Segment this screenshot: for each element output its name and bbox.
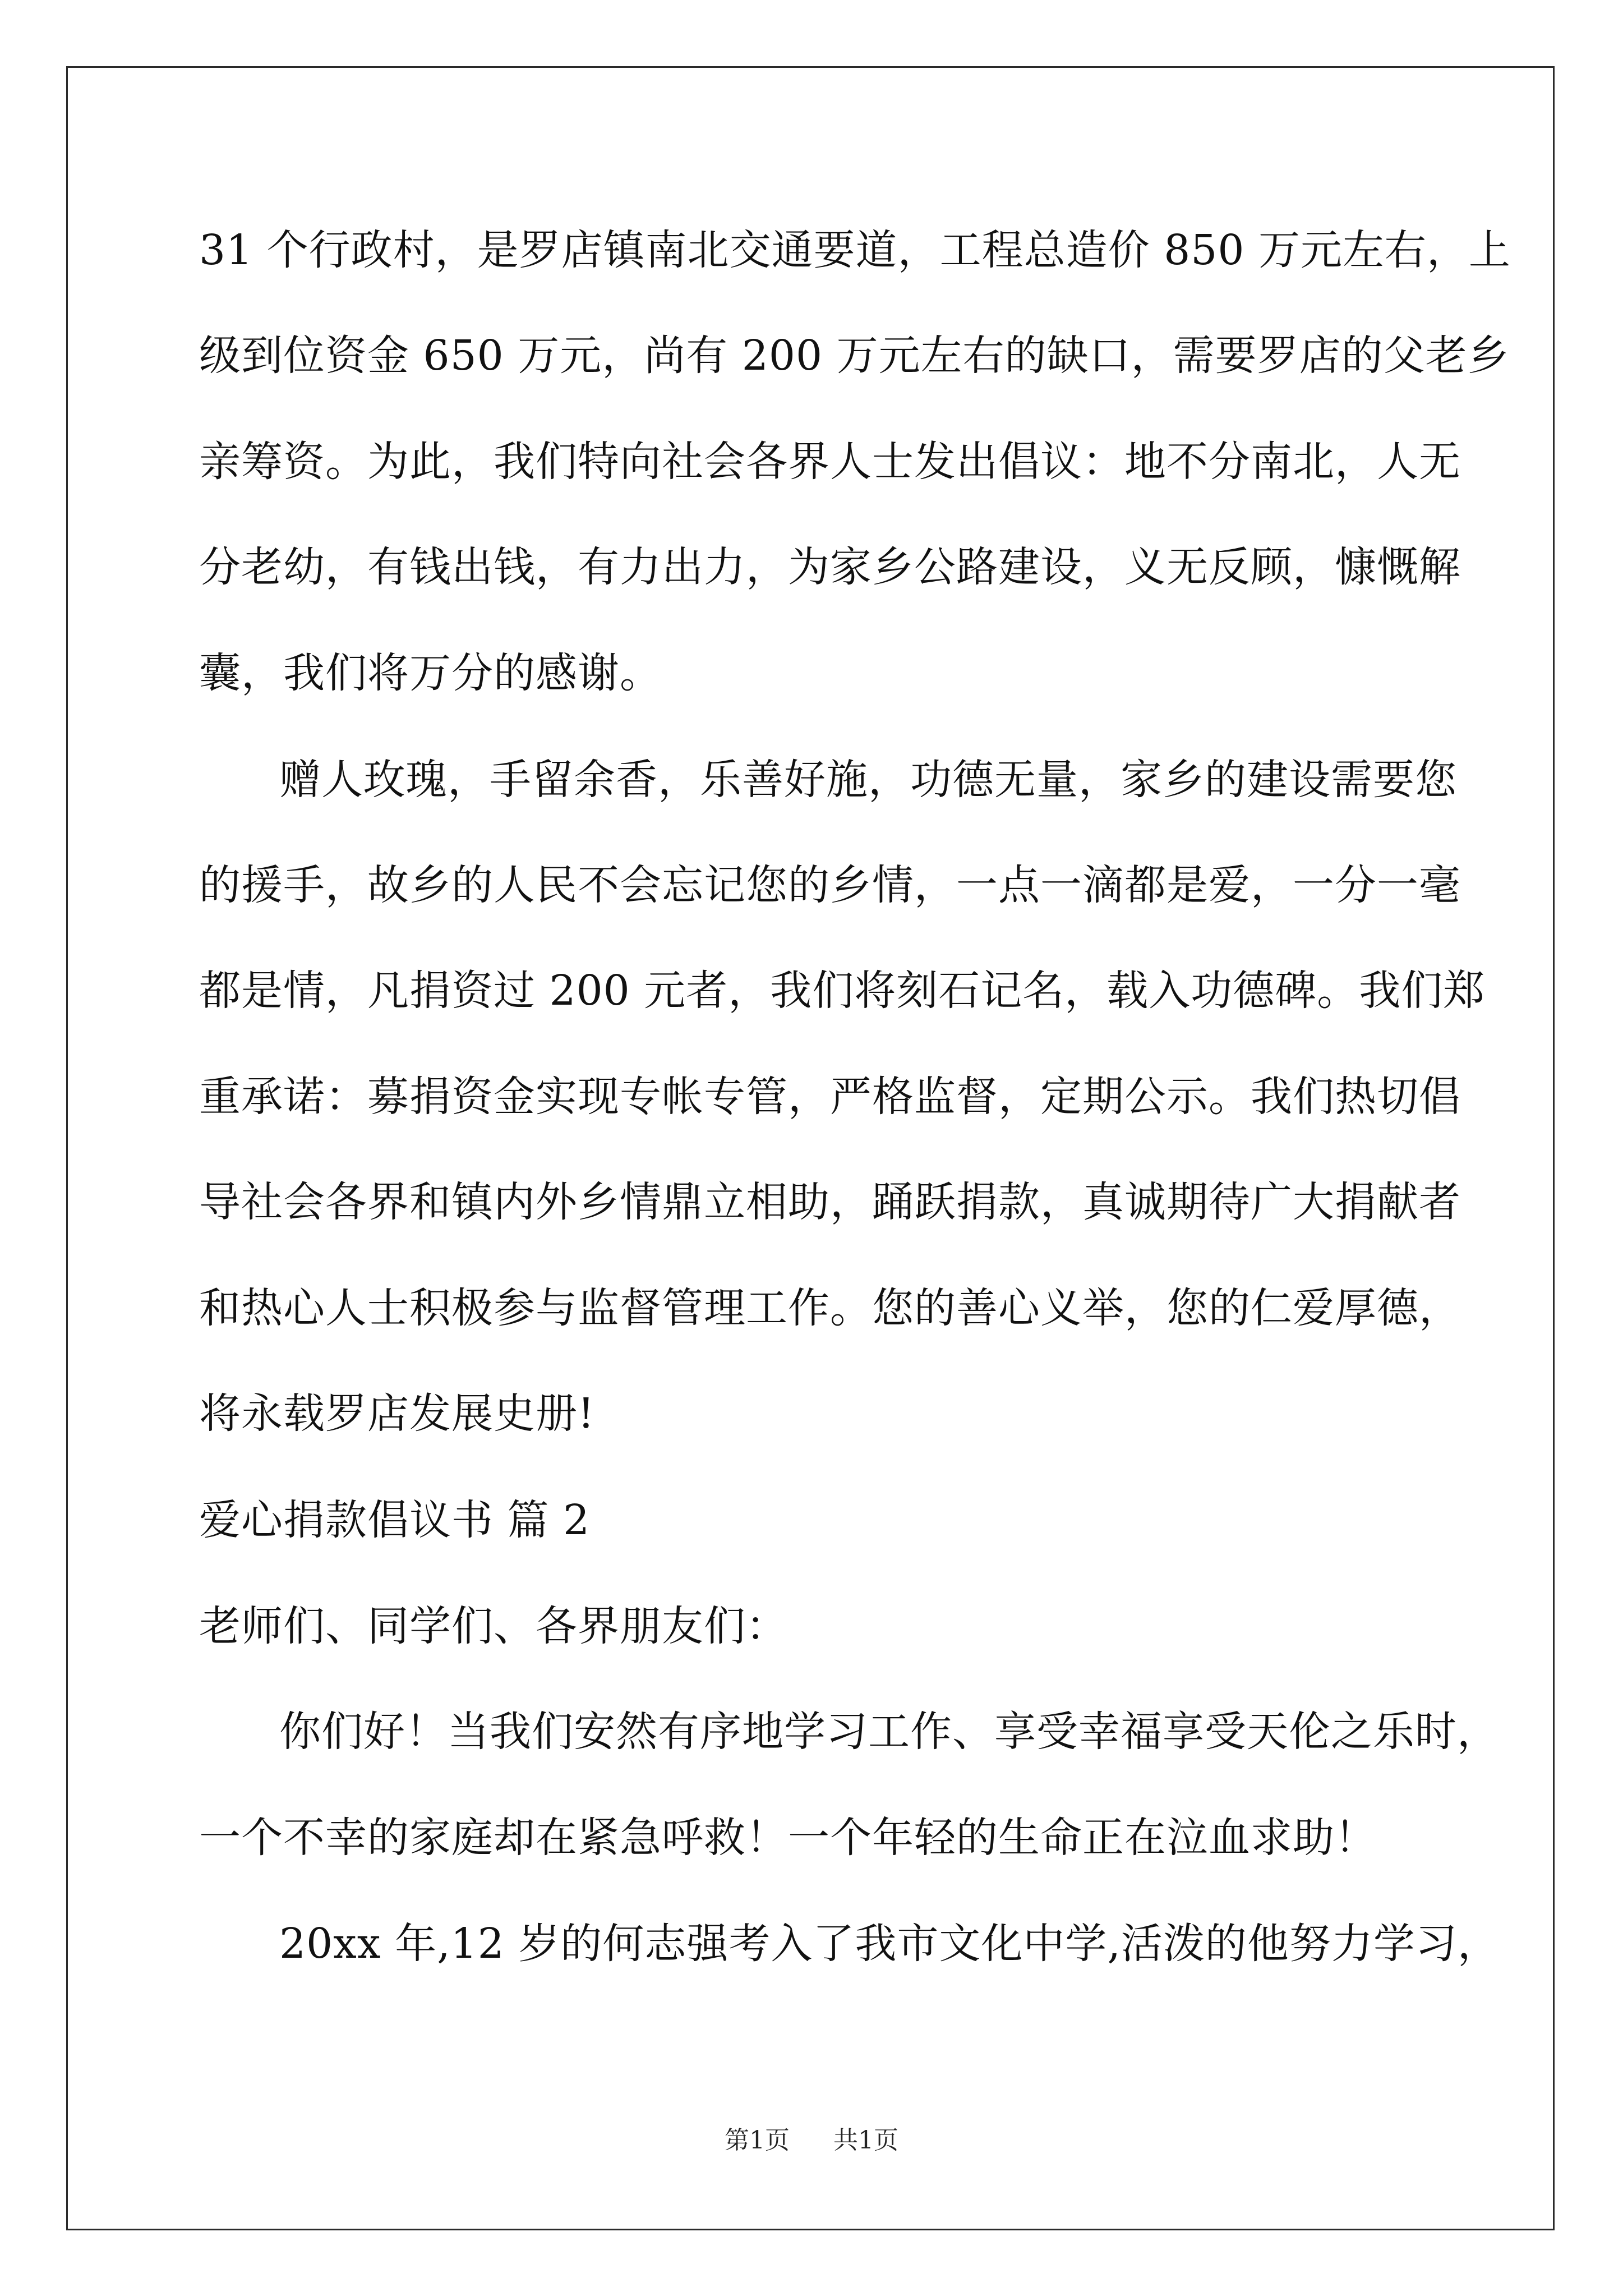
section-heading: 爱心捐款倡议书 篇 2 [199,1496,591,1544]
body-line-2: 级到位资金 650 万元，尚有 200 万元左右的缺口，需要罗店的父老乡 [199,332,1510,380]
body-line-10: 导社会各界和镇内外乡情鼎立相助，踊跃捐款，真诚期待广大捐献者 [199,1178,1461,1226]
paragraph-start-line: 你们好！当我们安然有序地学习工作、享受幸福享受天伦之乐时， [279,1708,1499,1756]
page-total: 共1页 [833,2126,898,2155]
page-border [66,66,1555,2230]
body-line-7: 的援手，故乡的人民不会忘记您的乡情，一点一滴都是爱，一分一毫 [199,861,1461,909]
body-line-4: 分老幼，有钱出钱，有力出力，为家乡公路建设，义无反顾，慷慨解 [199,543,1461,591]
body-line-16: 一个不幸的家庭却在紧急呼救！一个年轻的生命正在泣血求助！ [199,1814,1377,1862]
page-number: 第1页 [725,2126,790,2155]
body-line-11: 和热心人士积极参与监督管理工作。您的善心义举，您的仁爱厚德， [199,1284,1461,1332]
paragraph-start-line: 20xx 年,12 岁的何志强考入了我市文化中学,活泼的他努力学习， [279,1920,1500,1968]
body-line-5: 囊，我们将万分的感谢。 [199,649,662,697]
page-footer [0,2125,1623,2156]
body-line-9: 重承诺：募捐资金实现专帐专管，严格监督，定期公示。我们热切倡 [199,1073,1461,1121]
body-line-12: 将永载罗店发展史册! [199,1389,595,1438]
body-line-1: 31 个行政村，是罗店镇南北交通要道，工程总造价 850 万元左右，上 [199,226,1511,274]
paragraph-start-line: 赠人玫瑰，手留余香，乐善好施，功德无量，家乡的建设需要您 [279,756,1457,804]
body-line-3: 亲筹资。为此，我们特向社会各界人士发出倡议：地不分南北，人无 [199,438,1461,486]
body-line-8: 都是情，凡捐资过 200 元者，我们将刻石记名，载入功德碑。我们郑 [199,967,1486,1015]
salutation: 老师们、同学们、各界朋友们： [199,1602,788,1650]
